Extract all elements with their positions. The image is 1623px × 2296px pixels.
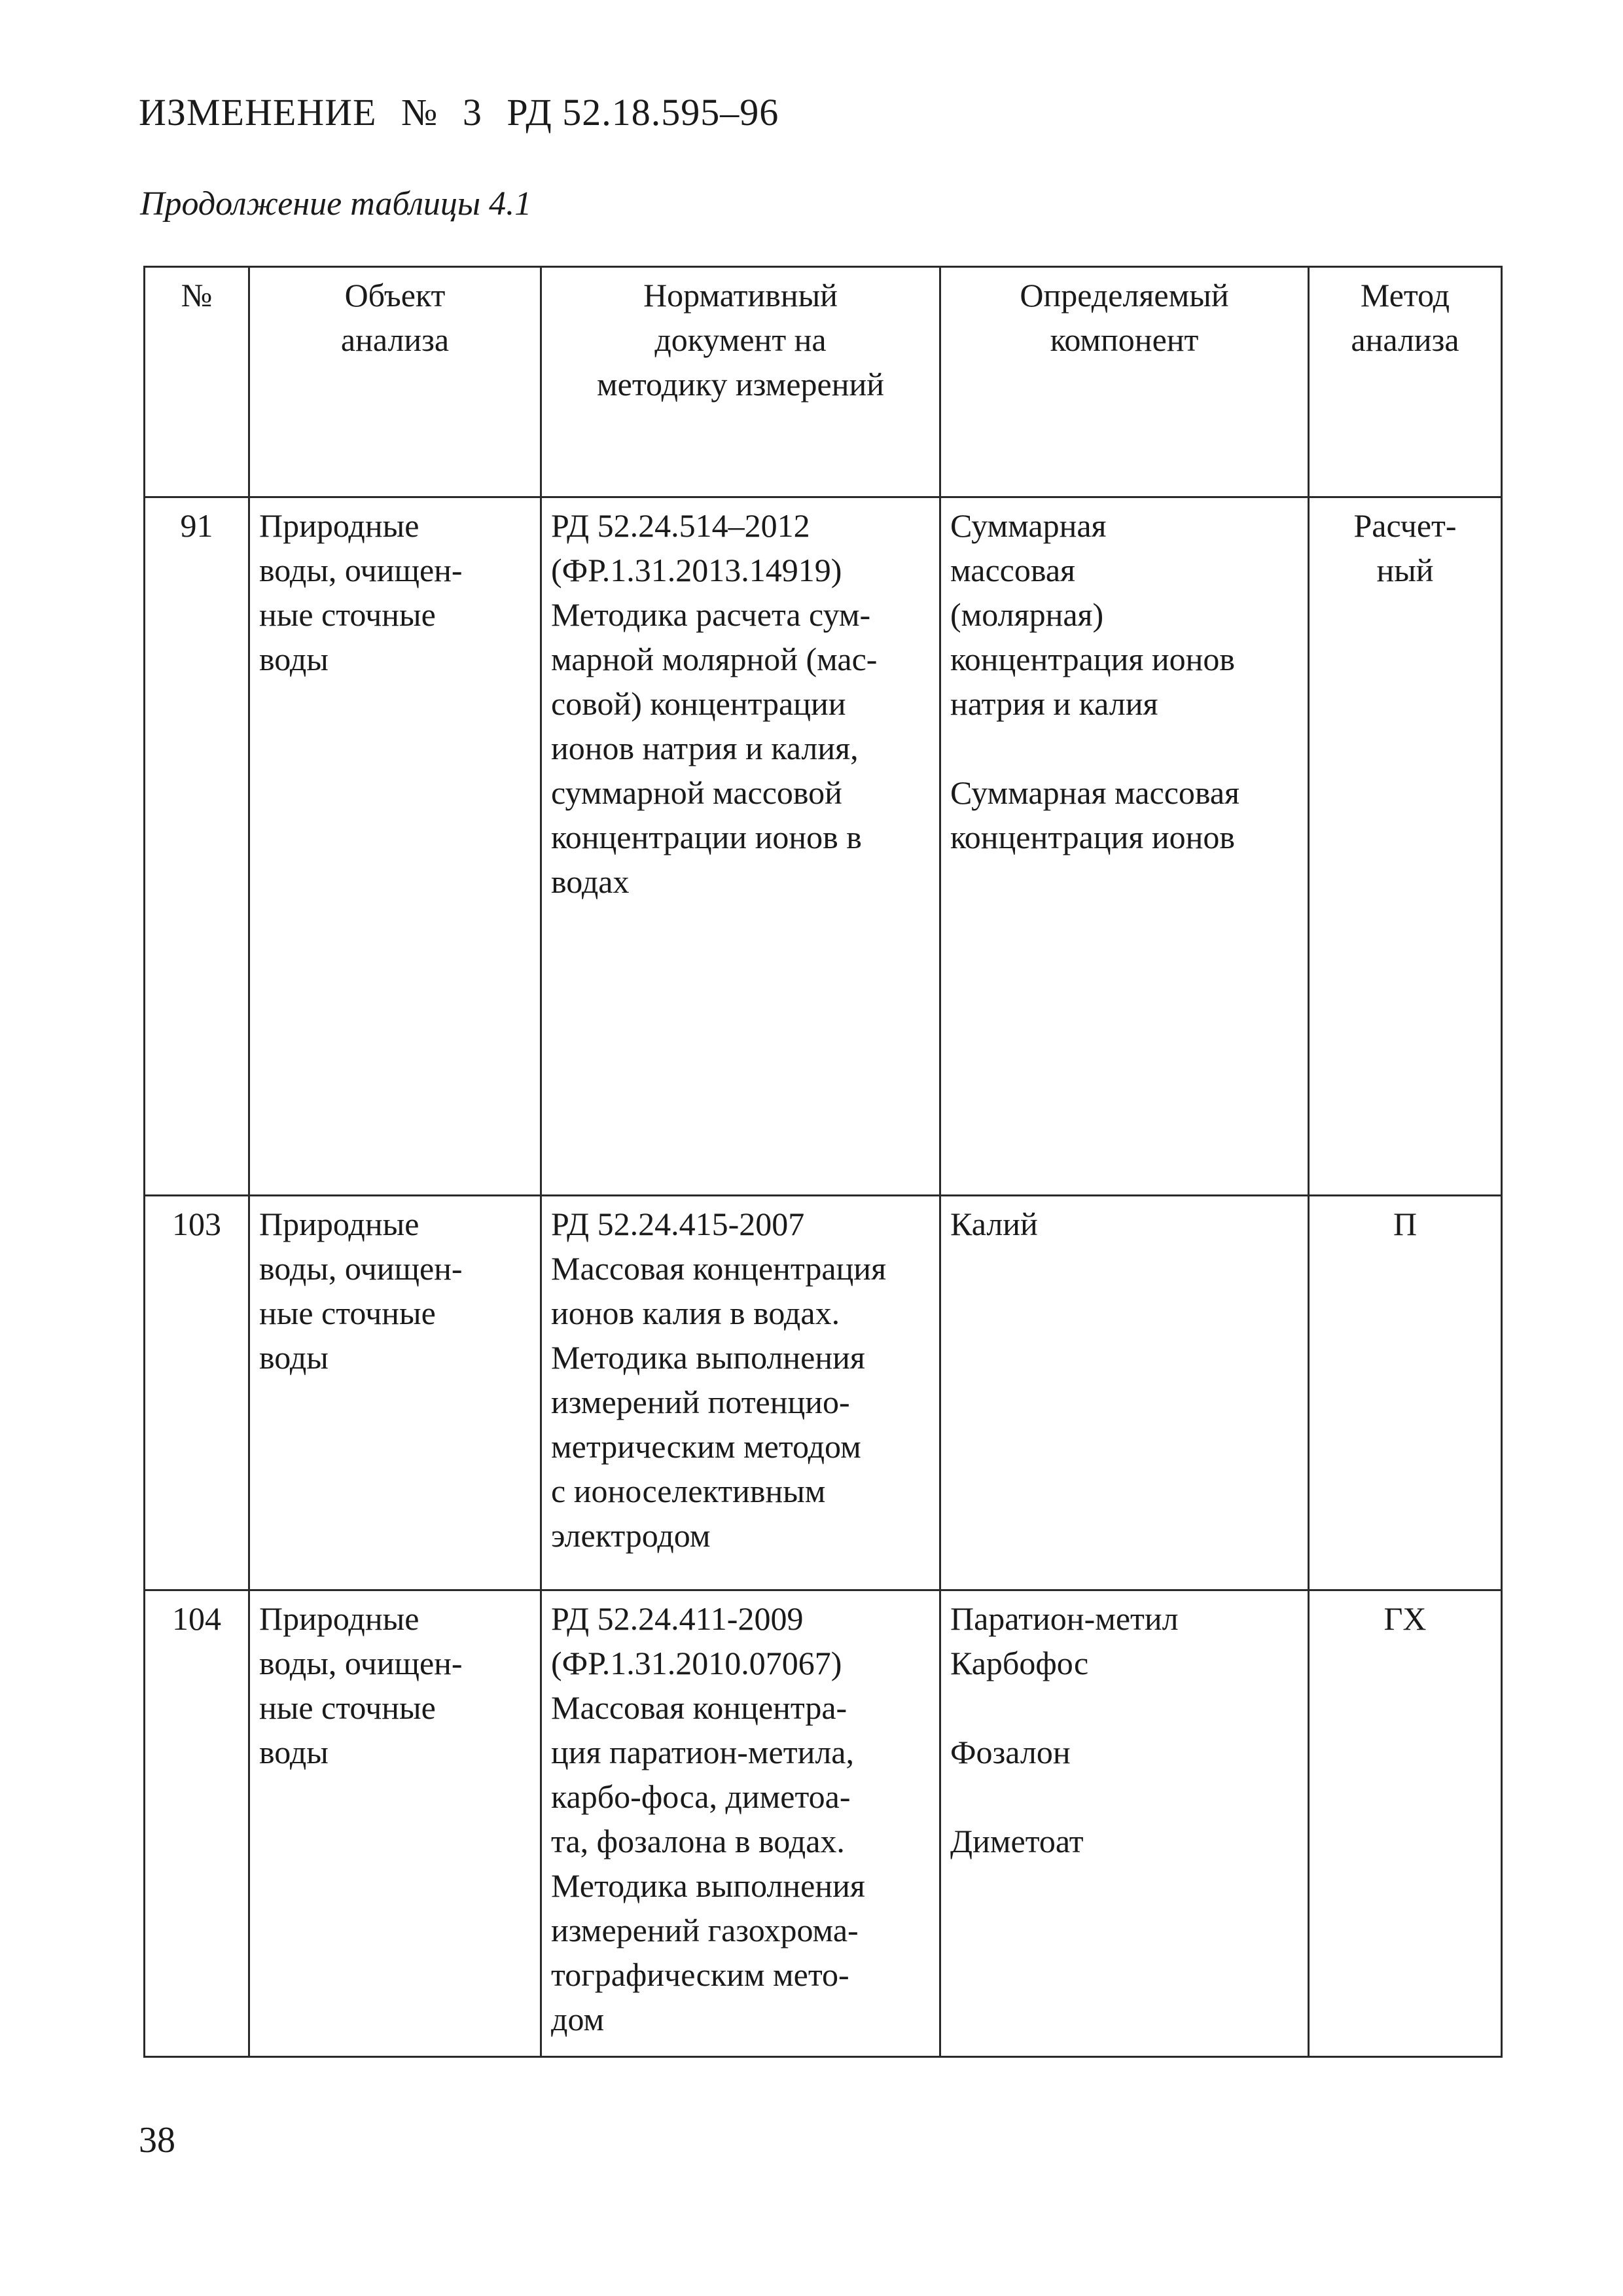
cell-line: та, фозалона в водах. <box>551 1823 845 1859</box>
cell-line: ГХ <box>1383 1600 1427 1637</box>
cell-line: концентрация ионов <box>950 641 1236 677</box>
method-cell <box>1309 1590 1502 2057</box>
row-number-cell: 91 <box>145 497 249 1196</box>
cell-line: (ФР.1.31.2013.14919) <box>551 552 842 588</box>
header-number-sign: № <box>401 91 438 134</box>
table-row <box>145 1590 1502 2057</box>
cell-line: дом <box>551 2001 605 2037</box>
cell-line: Массовая концентра- <box>551 1689 847 1726</box>
cell-line: Методика выполнения <box>551 1339 865 1376</box>
method-cell <box>1309 1196 1502 1590</box>
cell-line: электродом <box>551 1517 711 1554</box>
cell-line: совой) концентрации <box>551 685 846 722</box>
cell-line: массовая <box>950 552 1076 588</box>
cell-line: (молярная) <box>950 596 1104 633</box>
cell-line: № <box>181 277 213 314</box>
document-cell <box>541 1590 940 2057</box>
cell-line: Методика выполнения <box>551 1867 865 1904</box>
cell-line: РД 52.24.514–2012 <box>551 507 810 544</box>
cell-line: П <box>1393 1206 1418 1242</box>
object-cell <box>249 1590 541 2057</box>
component-cell <box>940 497 1309 1196</box>
cell-line: ионов натрия и калия, <box>551 730 859 766</box>
cell-line: ный <box>1376 552 1434 588</box>
cell-line: Паратион-метил <box>950 1600 1179 1637</box>
cell-line: с ионоселективным <box>551 1473 826 1509</box>
cell-line: Природные <box>259 507 419 544</box>
cell-line: ионов калия в водах. <box>551 1295 840 1331</box>
line-gap <box>950 1774 1298 1819</box>
cell-line: документ на <box>654 321 827 358</box>
row-number-cell: 104 <box>145 1590 249 2057</box>
cell-line: методику измерений <box>597 366 884 403</box>
object-cell <box>249 1196 541 1590</box>
cell-line: (ФР.1.31.2010.07067) <box>551 1645 842 1681</box>
cell-line: Калий <box>950 1206 1038 1242</box>
header-document-code: РД 52.18.595–96 <box>507 91 779 134</box>
document-header <box>139 90 793 134</box>
cell-line: Метод <box>1360 277 1450 314</box>
object-cell <box>249 497 541 1196</box>
header-title: ИЗМЕНЕНИЕ <box>139 91 377 134</box>
cell-line: Объект <box>344 277 446 314</box>
cell-line: концентрация ионов <box>950 819 1236 855</box>
cell-line: анализа <box>1351 321 1459 358</box>
cell-line: ные сточные <box>259 1295 436 1331</box>
table-row <box>145 1196 1502 1590</box>
cell-line: тографическим мето- <box>551 1956 849 1993</box>
cell-line: Методика расчета сум- <box>551 596 871 633</box>
cell-line: Суммарная <box>950 507 1107 544</box>
cell-line: карбо-фоса, диметоа- <box>551 1778 851 1815</box>
cell-line: воды, очищен- <box>259 552 463 588</box>
cell-line: воды <box>259 1734 329 1770</box>
cell-line: Природные <box>259 1206 419 1242</box>
cell-line: Природные <box>259 1600 419 1637</box>
table-caption: Продолжение таблицы 4.1 <box>140 185 532 223</box>
cell-line: ные сточные <box>259 596 436 633</box>
cell-line: компонент <box>1050 321 1199 358</box>
component-cell <box>940 1196 1309 1590</box>
cell-line: воды <box>259 1339 329 1376</box>
cell-line: измерений газохрома- <box>551 1912 859 1948</box>
header-number: 3 <box>462 91 482 134</box>
cell-line: Фозалон <box>950 1734 1071 1770</box>
line-gap <box>950 1685 1298 1730</box>
row-number-cell: 103 <box>145 1196 249 1590</box>
cell-line: ция паратион-метила, <box>551 1734 854 1770</box>
cell-line: Расчет- <box>1353 507 1457 544</box>
document-cell <box>541 1196 940 1590</box>
cell-line: метрическим методом <box>551 1428 861 1465</box>
cell-line: концентрации ионов в <box>551 819 862 855</box>
cell-line: суммарной массовой <box>551 774 842 811</box>
cell-line: натрия и калия <box>950 685 1158 722</box>
cell-line: Суммарная массовая <box>950 774 1240 811</box>
cell-line: Диметоат <box>950 1823 1084 1859</box>
component-cell <box>940 1590 1309 2057</box>
analysis-methods-table <box>143 266 1503 2058</box>
cell-line: РД 52.24.415-2007 <box>551 1206 805 1242</box>
cell-line: измерений потенцио- <box>551 1384 850 1420</box>
page-number: 38 <box>139 2120 175 2161</box>
cell-line: воды, очищен- <box>259 1645 463 1681</box>
cell-line: Массовая концентрация <box>551 1250 887 1287</box>
method-cell <box>1309 497 1502 1196</box>
table-header-row <box>145 267 1502 497</box>
cell-line: марной молярной (мас- <box>551 641 878 677</box>
cell-line: воды, очищен- <box>259 1250 463 1287</box>
cell-line: РД 52.24.411-2009 <box>551 1600 804 1637</box>
column-header-component <box>940 267 1309 497</box>
line-gap <box>950 726 1298 770</box>
cell-line: Карбофос <box>950 1645 1089 1681</box>
cell-line: водах <box>551 863 630 900</box>
cell-line: Определяемый <box>1020 277 1229 314</box>
column-header-number <box>145 267 249 497</box>
cell-line: анализа <box>340 321 450 358</box>
cell-line: воды <box>259 641 329 677</box>
column-header-method <box>1309 267 1502 497</box>
cell-line: Нормативный <box>643 277 838 314</box>
column-header-object <box>249 267 541 497</box>
table-row <box>145 497 1502 1196</box>
column-header-document <box>541 267 940 497</box>
document-cell <box>541 497 940 1196</box>
cell-line: ные сточные <box>259 1689 436 1726</box>
